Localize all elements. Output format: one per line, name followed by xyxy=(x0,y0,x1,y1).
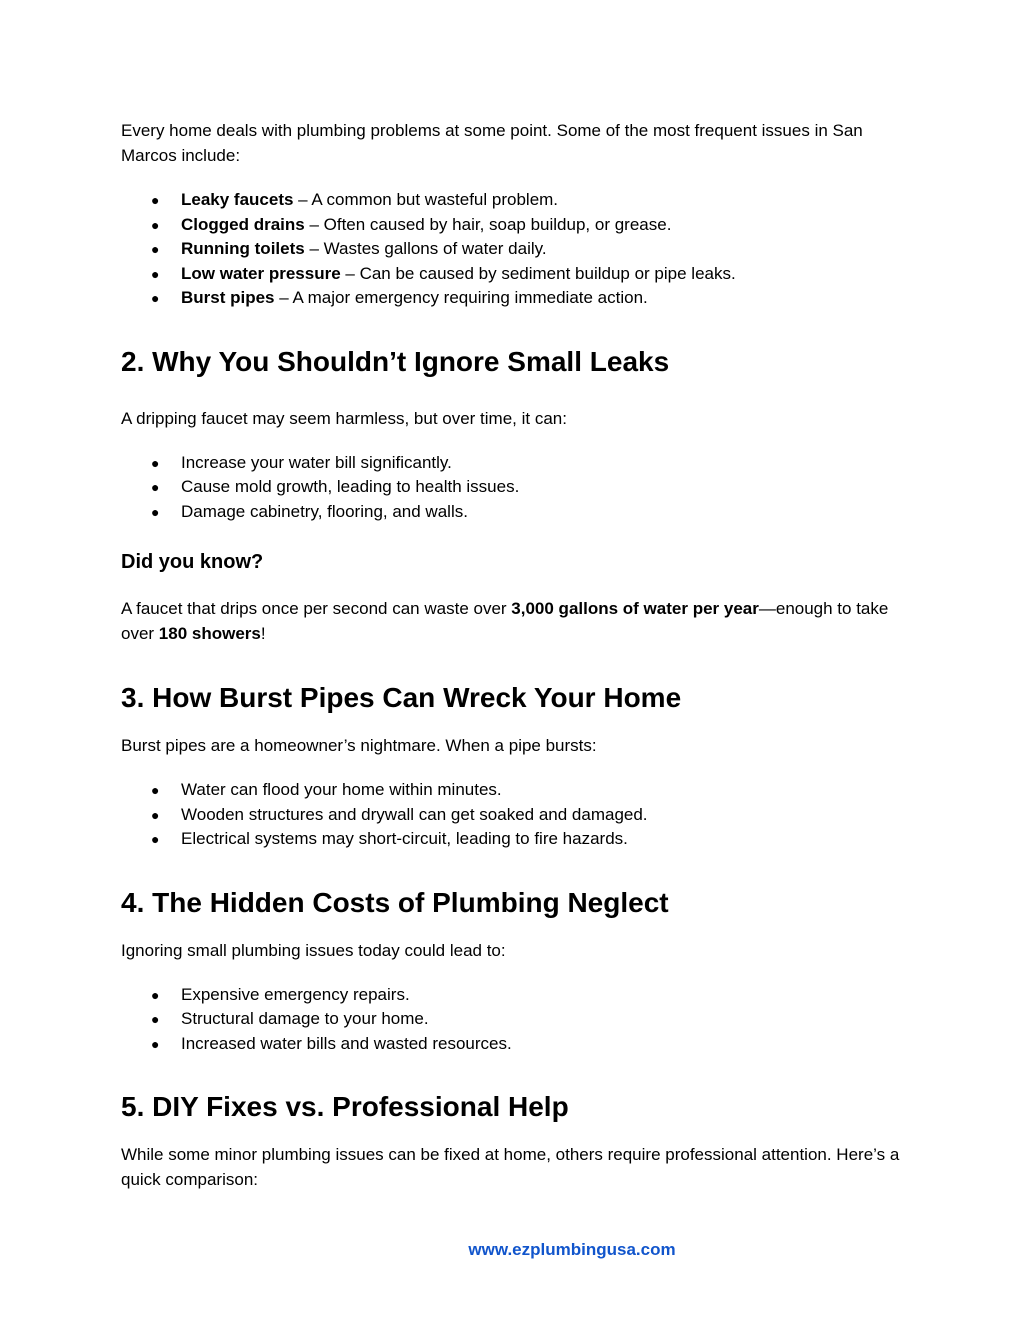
list-item xyxy=(121,803,901,828)
section-4-intro: Ignoring small plumbing issues today could lead to: xyxy=(121,940,506,960)
list-item xyxy=(121,262,901,287)
list-item xyxy=(121,475,901,500)
common-issues-list xyxy=(121,188,901,311)
section-2-intro: A dripping faucet may seem harmless, but over time, it can: xyxy=(121,408,567,428)
list-item xyxy=(121,827,901,852)
list-item xyxy=(121,237,901,262)
list-item-text: Increased water bills and wasted resources. xyxy=(181,1033,512,1053)
list-item-text: Water can flood your home within minutes. xyxy=(181,780,502,799)
section-3-list xyxy=(121,778,901,852)
bullet-icon: ● xyxy=(151,216,160,233)
fact-text: —enough to take over xyxy=(121,599,889,643)
page-footer xyxy=(0,1240,1024,1260)
bullet-icon: ● xyxy=(151,806,160,823)
list-item xyxy=(121,188,901,213)
list-item xyxy=(121,213,901,238)
issue-term: Clogged drains xyxy=(181,214,305,234)
bullet-icon: ● xyxy=(151,831,160,847)
document-page xyxy=(121,118,901,1192)
section-5-intro: While some minor plumbing issues can be fixed at home, others require professional attention. Here’s a quick comparison: xyxy=(121,1145,900,1189)
bullet-icon: ● xyxy=(151,479,160,495)
list-item-text: Wooden structures and drywall can get soaked and damaged. xyxy=(181,804,648,824)
issue-desc: – Wastes gallons of water daily. xyxy=(304,239,547,258)
fact-highlight: 180 showers xyxy=(158,624,261,643)
section-3-intro: Burst pipes are a homeowner’s nightmare. When a pipe bursts: xyxy=(121,736,597,755)
list-item xyxy=(121,1007,901,1032)
issue-term: Running toilets xyxy=(181,239,305,258)
issue-term: Low water pressure xyxy=(181,263,341,283)
issue-desc: – Often caused by hair, soap buildup, or grease. xyxy=(304,214,672,234)
bullet-icon: ● xyxy=(151,1035,160,1052)
issue-term: Leaky faucets xyxy=(181,190,294,209)
fact-text: A faucet that drips once per second can waste over xyxy=(121,599,512,618)
issue-term: Burst pipes xyxy=(181,288,275,307)
issue-desc: – A major emergency requiring immediate action. xyxy=(274,288,648,307)
fact-text: ! xyxy=(260,624,266,643)
bullet-icon: ● xyxy=(151,1011,160,1027)
bullet-icon: ● xyxy=(151,503,160,520)
list-item xyxy=(121,1032,901,1057)
list-item xyxy=(121,778,901,803)
section-4-list xyxy=(121,983,901,1057)
issue-desc: – Can be caused by sediment buildup or pipe leaks. xyxy=(340,263,736,283)
fact-highlight: 3,000 gallons of water per year xyxy=(511,599,759,618)
list-item-text: Structural damage to your home. xyxy=(181,1009,429,1028)
section-5-heading: 5. DIY Fixes vs. Professional Help xyxy=(121,1091,569,1122)
section-2-heading: 2. Why You Shouldn’t Ignore Small Leaks xyxy=(121,345,670,377)
intro-paragraph: Every home deals with plumbing problems at some point. Some of the most frequent issues in San Marcos include: xyxy=(121,121,863,165)
list-item-text: Damage cabinetry, flooring, and walls. xyxy=(181,501,468,521)
list-item xyxy=(121,451,901,476)
bullet-icon: ● xyxy=(151,454,160,471)
list-item xyxy=(121,286,901,311)
list-item xyxy=(121,500,901,525)
list-item-text: Expensive emergency repairs. xyxy=(181,984,410,1004)
issue-desc: – A common but wasteful problem. xyxy=(293,190,559,209)
bullet-icon: ● xyxy=(151,290,160,306)
website-link[interactable]: www.ezplumbingusa.com xyxy=(468,1240,676,1259)
bullet-icon: ● xyxy=(151,782,160,798)
section-3-heading: 3. How Burst Pipes Can Wreck Your Home xyxy=(121,682,682,713)
section-4-heading: 4. The Hidden Costs of Plumbing Neglect xyxy=(121,886,669,918)
did-you-know-paragraph xyxy=(121,596,901,646)
bullet-icon: ● xyxy=(151,241,160,257)
bullet-icon: ● xyxy=(151,192,160,208)
section-2-list xyxy=(121,451,901,525)
list-item xyxy=(121,983,901,1008)
did-you-know-heading: Did you know? xyxy=(121,551,264,573)
list-item-text: Electrical systems may short-circuit, leading to fire hazards. xyxy=(181,829,628,848)
bullet-icon: ● xyxy=(151,265,160,282)
bullet-icon: ● xyxy=(151,986,160,1003)
list-item-text: Cause mold growth, leading to health issues. xyxy=(181,477,520,496)
list-item-text: Increase your water bill significantly. xyxy=(181,452,452,472)
